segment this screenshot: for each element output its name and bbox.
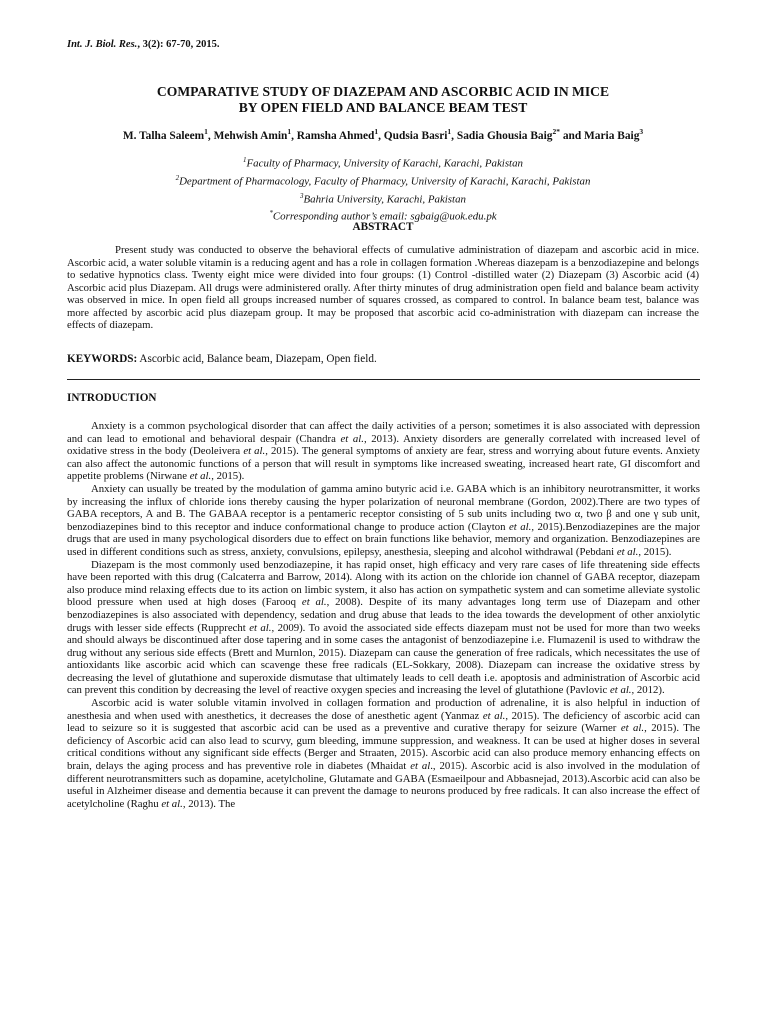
keywords-text: Ascorbic acid, Balance beam, Diazepam, Open field. xyxy=(137,353,377,365)
keywords-label: KEYWORDS: xyxy=(67,353,138,365)
author-name: M. Talha Saleem xyxy=(122,129,205,142)
author-name: Ramsha Ahmed xyxy=(296,129,375,142)
section-divider xyxy=(67,379,700,380)
abstract-heading: ABSTRACT xyxy=(352,221,414,233)
author-affiliation-mark: 1 xyxy=(287,127,292,136)
introduction-body xyxy=(67,420,700,810)
journal-name: Int. J. Biol. Res. xyxy=(67,39,138,50)
title-line-1: COMPARATIVE STUDY OF DIAZEPAM AND ASCORBIC ACID IN MICE xyxy=(156,84,610,99)
affiliations xyxy=(67,153,699,224)
author-name: Qudsia Basri xyxy=(383,129,448,142)
affiliation-line: $^3$Bahria University, Karachi, Pakistan xyxy=(300,191,466,206)
keywords xyxy=(67,353,699,365)
body-paragraph: Diazepam is the most commonly used benzodiazepine, it has rapid onset, high efficacy and very rare cases of life threatening side effects have been reported with this drug (Calcaterra and Barrow, 2014). Along with its action on the chloride ion channel of GABA receptor, diazepam also produce mind relaxing effects due to its action on limbic system, it also has action on sympathetic system and can sometime alleviate systolic blood pressure when used at high doses (Farooq et al., 2008). Despite of its many advantages long term use of Diazepam and other benzodiazepines is also associated with dependency, sedation and drug abuse that leads to the idea towards the development of other anxiolytic drugs with lesser side effects (Rupprecht et al., 2009). To avoid the associated side effects diazepam must not be used for more than two weeks and should always be discontinued after dose tapering and in some cases the antagonist of benzodiazepine i.e. Flumazenil is used to withdraw the drug without any serious side effects (Brett and Murnlon, 2015). Diazepam can cause the generation of free radicals, which necessitates the use of antioxidants like ascorbic acid which can scavenge these free radicals (EL-Sokkary, 2008). Diazepam can increase the oxidative stress by decreasing the level of glutathione and superoxide dismutase that ultimately leads to cell death i.e. apoptosis and administration of Ascorbic acid can prevent this condition by decreasing the level of reactive oxygen species and increasing the level of glutathione (Pavlovic et al., 2012). xyxy=(67,558,701,697)
introduction-heading: INTRODUCTION xyxy=(67,392,157,404)
author-name: Sadia Ghousia Baig xyxy=(456,129,553,142)
body-paragraph: Ascorbic acid is water soluble vitamin involved in collagen formation and production of adrenaline, it is also helpful in induction of anesthesia and when used with anesthetics, it decreases the dose of anesthetic agent (Yanmaz et al., 2015). The deficiency of ascorbic acid can lead to seizure so it is suggested that ascorbic acid can be used as a preventive and curative therapy for seizure (Warner et al., 2015). The deficiency of Ascorbic acid can also lead to scurvy, gum bleeding, immune suppression, and weakness. It can be used at higher doses in several critical conditions without any significant side effects (Berger and Straaten, 2015). Ascorbic acid can also produce memory enhancing effects on brain, delays the aging process and has preventive role in diabetes (Mhaidat et al., 2015). Ascorbic acid is also involved in the modulation of different neurotransmitters such as dopamine, acetylcholine, Glutamate and GABA (Esmaeilpour and Abbasnejad, 2013).Ascorbic acid can also be useful in Alzheimer disease and dementia because it can prevent the damage to neurons produced by free radicals. It can also increase the effect of acetylcholine (Raghu et al., 2013). The xyxy=(67,697,700,810)
author-affiliation-mark: 1 xyxy=(374,127,379,136)
body-paragraph: Anxiety can usually be treated by the modulation of gamma amino butyric acid i.e. GABA which is an inhibitory neurotransmitter, it works by increasing the influx of chloride ions thereby causing the hyper polarization of neuronal membrane (Gordon, 2002).There are two types of GABA receptors, A and B. The GABAA receptor is a pentameric receptor consisting of 5 sub units including two α, two β and one γ sub unit, benzodiazepines bind to this receptor and induce conformational change to produce action (Clayton et al., 2015).Benzodiazepines are the major drugs that are used in many psychological disorders due to effect on brain functions like behavior, memory and organization. Benzodiazepines are used in different conditions such as stress, anxiety, convulsions, epilepsy, anesthesia, sleeping and alcohol withdrawal (Pebdani et al., 2015). xyxy=(67,482,701,558)
journal-citation xyxy=(67,39,220,50)
body-paragraph: Anxiety is a common psychological disorder that can affect the daily activities of a person; sometimes it is also associated with depression and can lead to emotional and behavioral despair (Chandra et al., 2013). Anxiety disorders are generally correlated with increased level of oxidative stress in the body (Deoleivera et al., 2015). The general symptoms of anxiety are fear, stress and worrying about future events. Anxiety can also affect the autonomic functions of a person that will result in symptoms like increased sweating, increased heart rate, GI discomfort and appetite problems (Nirwane et al., 2015). xyxy=(67,420,701,483)
author-affiliation-mark: 1 xyxy=(204,127,208,136)
author-name: Maria Baig xyxy=(584,129,640,142)
paper-title xyxy=(67,84,699,116)
affiliation-line: *Corresponding author’s email: sgbaig@uok.edu.pk xyxy=(269,209,497,224)
affiliation-line: $^2$Department of Pharmacology, Faculty of Pharmacy, University of Karachi, Karachi, Pakistan xyxy=(175,173,591,188)
journal-volume: , 3(2): 67-70, 2015. xyxy=(137,39,220,50)
title-line-2: BY OPEN FIELD AND BALANCE BEAM TEST xyxy=(238,100,528,115)
affiliation-line: $^1$Faculty of Pharmacy, University of Karachi, Karachi, Pakistan xyxy=(243,156,523,170)
author-list: M. Talha Saleem$^1$, Mehwish Amin$^1$, Ramsha Ahmed$^1$, Qudsia Basri$^1$, Sadia Ghousia Baig$^{2*}$ and Maria Baig$^3$ xyxy=(122,127,644,142)
author-affiliation-mark: 2* xyxy=(552,127,560,136)
abstract-text: Present study was conducted to observe the behavioral effects of cumulative administration of diazepam and ascorbic acid in mice. Ascorbic acid, a water soluble vitamin is a reducing agent and has a role in collagen formation .Whereas diazepam is a benzodiazepine and belongs to sedative hypnotics class. Twenty eight mice were divided into four groups: (1) Control -distilled water (2) Diazepam (3) Ascorbic acid (4) Ascorbic acid plus Diazepam. All drugs were administered orally. After thirty minutes of drug administration open field and balance beam activity was observed in mice. In open field all groups increased number of squares crossed, as compared to control. In balance beam test, balance was more affected by ascorbic acid plus diazepam group. It may be proposed that ascorbic acid co-administration with diazepam can increase the effects of diazepam. xyxy=(67,244,699,332)
author-affiliation-mark: 3 xyxy=(639,127,644,136)
abstract xyxy=(67,244,699,332)
author-affiliation-mark: 1 xyxy=(447,127,452,136)
author-name: Mehwish Amin xyxy=(213,129,288,142)
